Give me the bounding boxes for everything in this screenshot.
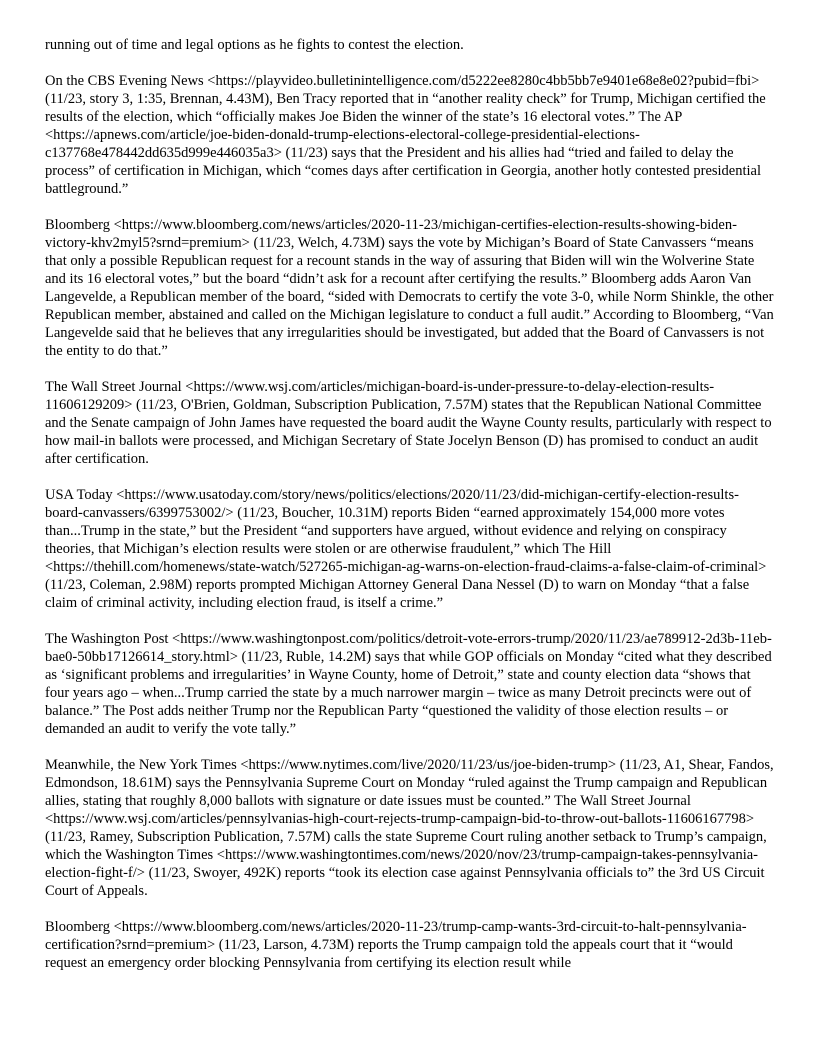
paragraph-washington-post: The Washington Post <https://www.washingtonpost.com/politics/detroit-vote-errors-trump/2020/11/23/ae789912-2d3b-11eb-bae0-50bb17126614_story.html> (11/23, Ruble, 14.2M) says that while GOP officials on Monday “cited what they described as ‘significant problems and irregularities’ in Wayne County, home of Detroit,” state and county election data “shows that four years ago – when...Trump carried the state by a much narrower margin – twice as many Detroit precincts were out of balance.” The Post adds neither Trump nor the Republican Party “questioned the validity of those election results – or demanded an audit to verify the vote tally.” [45, 631, 772, 737]
paragraph-bloomberg-canvassers: Bloomberg <https://www.bloomberg.com/news/articles/2020-11-23/michigan-certifies-election-results-showing-biden-victory-khv2myl5?srnd=premium> (11/23, Welch, 4.73M) says the vote by Michigan’s Board of State Canvassers “means that only a possible Republican request for a recount stands in the way of assuring that Biden will win the Wolverine State and its 16 electoral votes,” but the board “didn’t ask for a recount after certifying the results.” Bloomberg adds Aaron Van Langevelde, a Republican member of the board, “sided with Democrats to certify the vote 3-0, while Norm Shinkle, the other Republican member, abstained and called on the Michigan legislature to conduct a full audit.” According to Bloomberg, “Van Langevelde said that he believes that any irregularities should be investigated, but added that the Board of Canvassers is not the entity to do that.” [45, 217, 774, 359]
paragraph-bloomberg-appeals: Bloomberg <https://www.bloomberg.com/news/articles/2020-11-23/trump-camp-wants-3rd-circuit-to-halt-pennsylvania-certification?srnd=premium> (11/23, Larson, 4.73M) reports the Trump campaign told the appeals court that it “would request an emergency order blocking Pennsylvania from certifying its election result while [45, 919, 747, 971]
document-body [45, 36, 775, 972]
paragraph-usa-today-hill: USA Today <https://www.usatoday.com/story/news/politics/elections/2020/11/23/did-michigan-certify-election-results-board-canvassers/6399753002/> (11/23, Boucher, 10.31M) reports Biden “earned approximately 154,000 more votes than...Trump in the state,” but the President “and supporters have argued, without evidence and relying on conspiracy theories, that Michigan’s election results were stolen or are otherwise fraudulent,” which The Hill <https://thehill.com/homenews/state-watch/527265-michigan-ag-warns-on-election-fraud-claims-a-false-claim-of-criminal> (11/23, Coleman, 2.98M) reports prompted Michigan Attorney General Dana Nessel (D) to warn on Monday “that a false claim of criminal activity, including election fraud, is itself a crime.” [45, 487, 767, 611]
paragraph-wsj-audit: The Wall Street Journal <https://www.wsj.com/articles/michigan-board-is-under-pressure-to-delay-election-results-11606129209> (11/23, O'Brien, Goldman, Subscription Publication, 7.57M) states that the Republican National Committee and the Senate campaign of John James have requested the board audit the Wayne County results, particularly with respect to how mail-in ballots were processed, and Michigan Secretary of State Jocelyn Benson (D) has promised to conduct an audit after certification. [45, 379, 772, 467]
paragraph-cbs-ap: On the CBS Evening News <https://playvideo.bulletinintelligence.com/d5222ee8280c4bb5bb7e9401e68e8e02?pubid=fbi> (11/23, story 3, 1:35, Brennan, 4.43M), Ben Tracy reported that in “another reality check” for Trump, Michigan certified the results of the election, which “officially makes Joe Biden the winner of the state’s 16 electoral votes.” The AP <https://apnews.com/article/joe-biden-donald-trump-elections-electoral-college-presidential-elections-c137768e478442dd635d999e446035a3> (11/23) says that the President and his allies had “tried and failed to delay the process” of certification in Michigan, which “comes days after certification in Georgia, another hotly contested presidential battleground.” [45, 73, 766, 197]
paragraph-continuation: running out of time and legal options as he fights to contest the election. [45, 37, 464, 53]
paragraph-nyt-pennsylvania: Meanwhile, the New York Times <https://www.nytimes.com/live/2020/11/23/us/joe-biden-trump> (11/23, A1, Shear, Fandos, Edmondson, 18.61M) says the Pennsylvania Supreme Court on Monday “ruled against the Trump campaign and Republican allies, stating that roughly 8,000 ballots with signature or date issues must be counted.” The Wall Street Journal <https://www.wsj.com/articles/pennsylvanias-high-court-rejects-trump-campaign-bid-to-throw-out-ballots-11606167798> (11/23, Ramey, Subscription Publication, 7.57M) calls the state Supreme Court ruling another setback to Trump’s campaign, which the Washington Times <https://www.washingtontimes.com/news/2020/nov/23/trump-campaign-takes-pennsylvania-election-fight-f/> (11/23, Swoyer, 492K) reports “took its election case against Pennsylvania officials to” the 3rd US Circuit Court of Appeals. [45, 757, 774, 899]
